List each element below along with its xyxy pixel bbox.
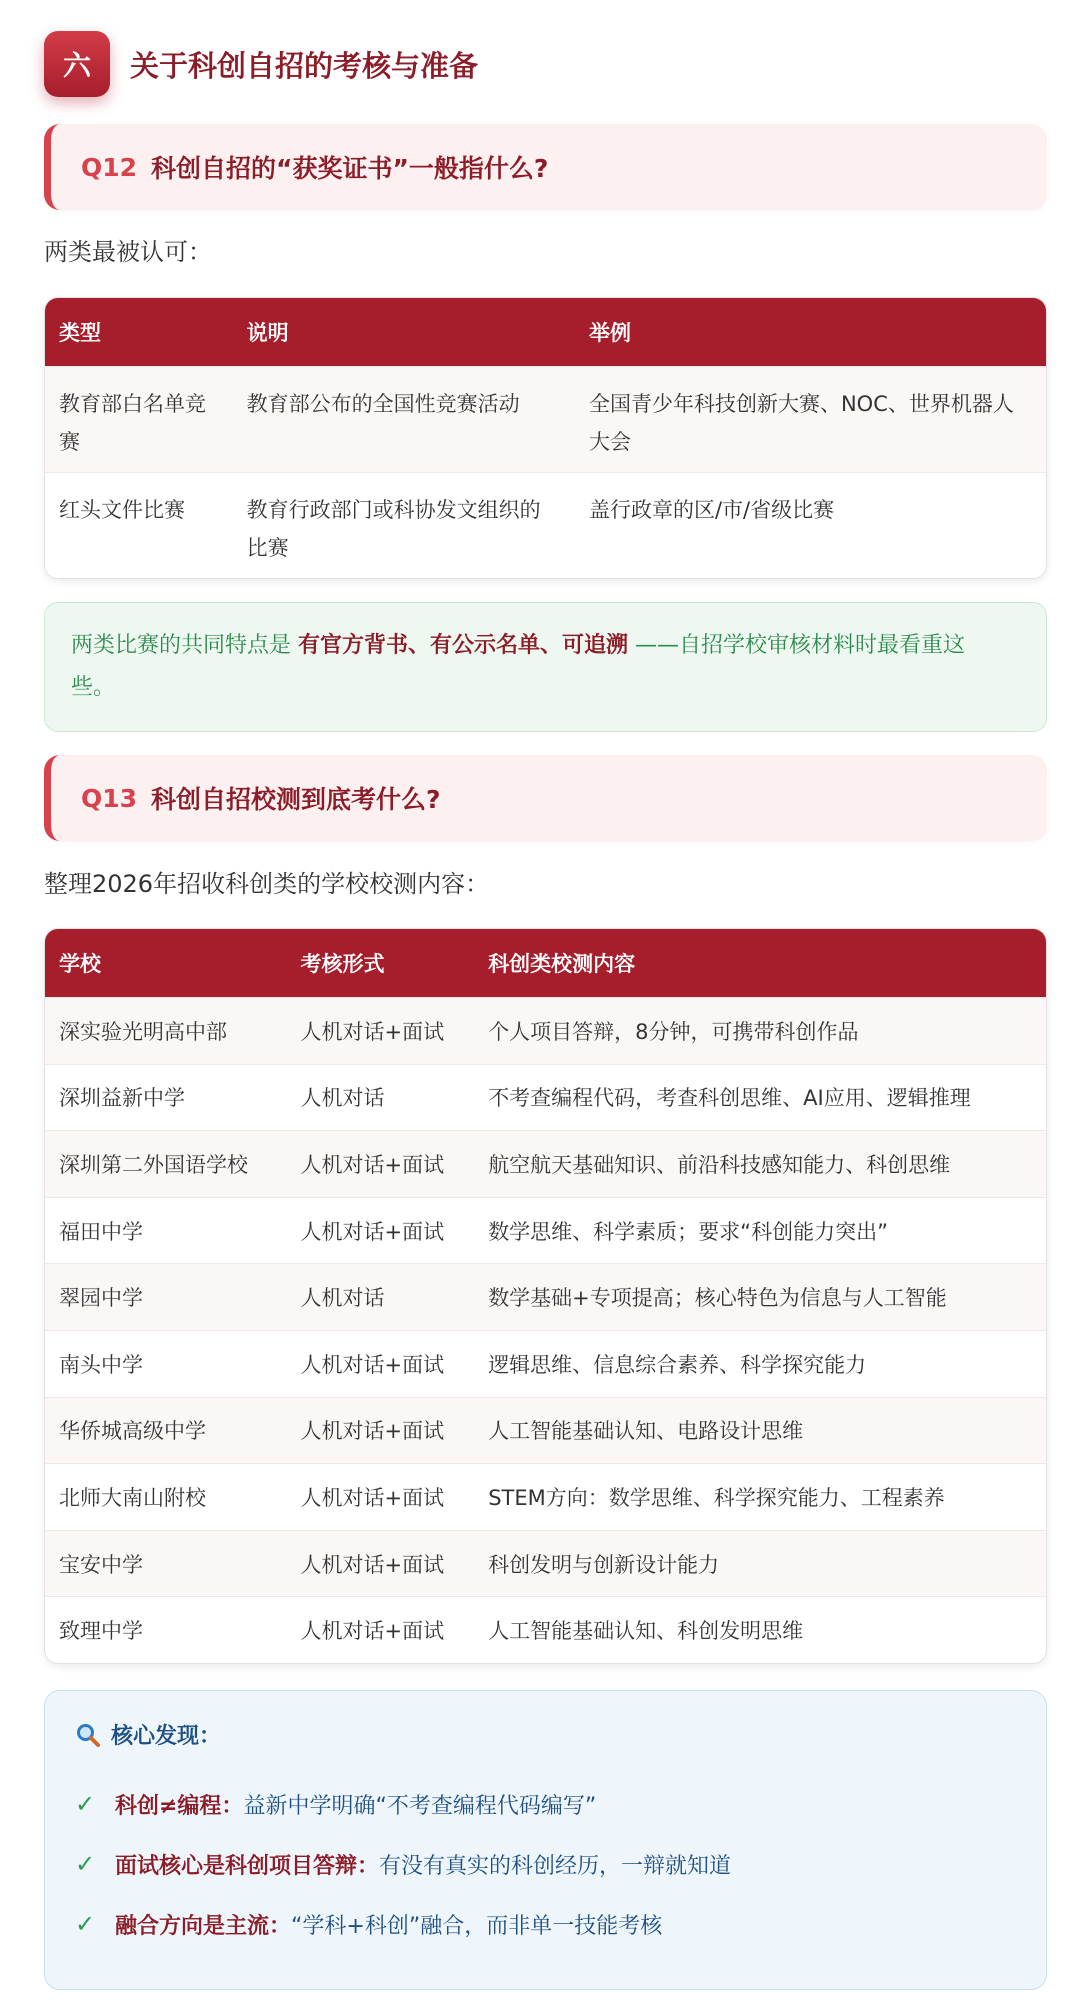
cell-school: 福田中学 <box>59 1219 143 1244</box>
cell-school: 华侨城高级中学 <box>59 1419 206 1444</box>
cell-form: 人机对话+面试 <box>300 1152 445 1177</box>
header-content: 科创类校测内容 <box>488 952 636 976</box>
cell-school: 翠园中学 <box>59 1286 143 1311</box>
cell-type: 教育部白名单竞 赛 <box>59 392 206 454</box>
findings-title: 核心发现： <box>75 1719 1016 1750</box>
cell-school: 深圳第二外国语学校 <box>59 1152 248 1177</box>
finding-text: “学科+科创”融合，而非单一技能考核 <box>291 1913 663 1939</box>
finding-key: 面试核心是科创项目答辩： <box>115 1853 380 1879</box>
table-row <box>45 1397 1046 1464</box>
question-q12 <box>44 124 1047 210</box>
cell-content: 不考查编程代码，考查科创思维、AI应用、逻辑推理 <box>488 1086 971 1111</box>
table-header <box>45 298 1046 366</box>
cell-school: 宝安中学 <box>59 1552 143 1577</box>
magnifier-icon <box>75 1722 101 1748</box>
header-desc: 说明 <box>246 321 289 345</box>
section-title: 关于科创自招的考核与准备 <box>130 48 479 83</box>
finding-key: 科创≠编程： <box>115 1793 244 1819</box>
table-row <box>45 1130 1046 1197</box>
cell-form: 人机对话+面试 <box>300 1019 445 1044</box>
table-row <box>45 1330 1046 1397</box>
cell-school: 南头中学 <box>59 1352 143 1377</box>
q12-lead-text: 两类最被认可： <box>44 238 212 266</box>
cell-form: 人机对话 <box>300 1086 385 1111</box>
table-row <box>45 1263 1046 1330</box>
note-post: ——自招学校审核材料时最看重这 <box>628 633 966 658</box>
cell-form: 人机对话+面试 <box>300 1619 445 1644</box>
note-bold: 有官方背书、有公示名单、可追溯 <box>298 633 629 658</box>
table-row <box>45 366 1046 472</box>
cell-school: 北师大南山附校 <box>59 1485 206 1510</box>
cell-type: 红头文件比赛 <box>59 498 185 522</box>
cell-content: 个人项目答辩，8分钟，可携带科创作品 <box>488 1019 859 1044</box>
header-example: 举例 <box>588 321 631 345</box>
cell-content: 航空航天基础知识、前沿科技感知能力、科创思维 <box>488 1152 951 1177</box>
table-row <box>45 472 1046 578</box>
cell-form: 人机对话+面试 <box>300 1552 445 1577</box>
finding-text: 益新中学明确“不考查编程代码编写” <box>243 1793 597 1819</box>
cell-school: 深实验光明高中部 <box>59 1019 227 1044</box>
cell-content: 数学思维、科学素质；要求“科创能力突出” <box>488 1219 888 1244</box>
cell-content: 数学基础+专项提高；核心特色为信息与人工智能 <box>488 1286 947 1311</box>
table-row <box>45 1463 1046 1530</box>
cell-content: 科创发明与创新设计能力 <box>488 1552 720 1577</box>
note-pre: 两类比赛的共同特点是 <box>71 633 298 658</box>
question-text: 科创自招的“获奖证书”一般指什么? <box>151 154 549 183</box>
table-header <box>45 929 1046 997</box>
cell-content: 人工智能基础认知、电路设计思维 <box>488 1419 804 1444</box>
cell-desc: 教育行政部门或科协发文组织的 比赛 <box>246 498 541 560</box>
header-form: 考核形式 <box>300 952 385 976</box>
cell-example: 盖行政章的区/市/省级比赛 <box>588 498 835 522</box>
cell-form: 人机对话+面试 <box>300 1419 445 1444</box>
cell-desc: 教育部公布的全国性竞赛活动 <box>246 392 520 416</box>
cell-form: 人机对话+面试 <box>300 1219 445 1244</box>
core-findings-box <box>44 1690 1047 1990</box>
cell-example: 全国青少年科技创新大赛、NOC、世界机器人 大会 <box>588 392 1014 454</box>
cell-school: 深圳益新中学 <box>59 1086 185 1111</box>
section-number-badge: 六 <box>44 31 110 97</box>
finding-key: 融合方向是主流： <box>115 1913 292 1939</box>
note-post-line2: 些。 <box>71 675 116 700</box>
cell-content: STEM方向：数学思维、科学探究能力、工程素养 <box>488 1485 945 1510</box>
cell-form: 人机对话+面试 <box>300 1352 445 1377</box>
cell-content: 人工智能基础认知、科创发明思维 <box>488 1619 804 1644</box>
header-type: 类型 <box>59 321 101 345</box>
school-test-table <box>44 928 1047 1664</box>
findings-list <box>75 1774 1016 1954</box>
table-row <box>45 997 1046 1064</box>
finding-item <box>75 1774 1016 1834</box>
q13-lead-text: 整理2026年招收科创类的学校校测内容： <box>44 870 490 898</box>
table-row <box>45 1197 1046 1264</box>
header-school: 学校 <box>59 952 101 976</box>
question-text: 科创自招校测到底考什么? <box>151 785 441 814</box>
table-row <box>45 1530 1046 1597</box>
finding-item <box>75 1834 1016 1894</box>
award-types-table <box>44 297 1047 579</box>
table-row <box>45 1064 1046 1131</box>
question-number: Q13 <box>81 783 138 813</box>
cell-school: 致理中学 <box>59 1619 143 1644</box>
finding-item <box>75 1894 1016 1954</box>
table-row <box>45 1596 1046 1663</box>
check-icon: ✓ <box>75 1910 96 1938</box>
question-number: Q12 <box>81 152 138 182</box>
note-box <box>44 602 1047 732</box>
cell-form: 人机对话 <box>300 1286 385 1311</box>
check-icon: ✓ <box>75 1850 96 1878</box>
finding-text: 有没有真实的科创经历，一辩就知道 <box>379 1853 732 1879</box>
question-q13 <box>44 755 1047 841</box>
cell-content: 逻辑思维、信息综合素养、科学探究能力 <box>488 1352 867 1377</box>
check-icon: ✓ <box>75 1790 96 1818</box>
cell-form: 人机对话+面试 <box>300 1485 445 1510</box>
section-header <box>44 32 478 96</box>
